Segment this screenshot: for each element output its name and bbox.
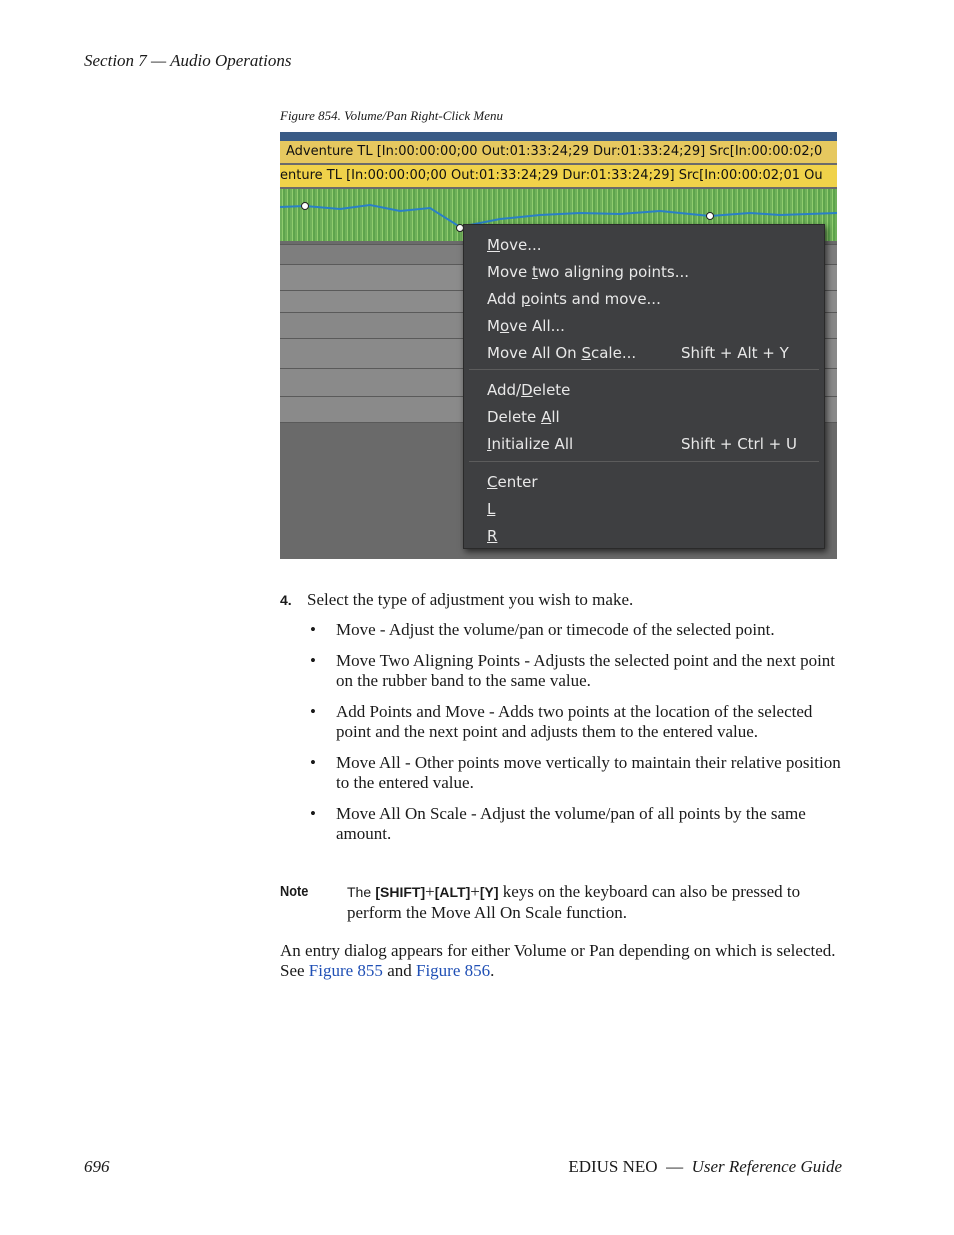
timeline-clip-row-2[interactable]: enture TL [In:00:00:00;00 Out:01:33:24;29 Dur:01:33:24;29] Src[In:00:00:02;01 Ou (280, 165, 837, 187)
list-item: • Move All - Other points move vertically to maintain their relative position to the entered value. (308, 753, 848, 794)
menu-separator (469, 369, 819, 370)
menu-item-move[interactable]: Move... (487, 236, 542, 254)
list-item: • Move All On Scale - Adjust the volume/pan of all points by the same amount. (308, 804, 848, 845)
menu-item-add-delete[interactable]: Add/Delete (487, 381, 571, 399)
list-item: • Add Points and Move - Adds two points at the location of the selected point and the next point and adjusts them to the entered value. (308, 702, 848, 743)
step-4 (280, 590, 633, 610)
list-item: • Move - Adjust the volume/pan or timecode of the selected point. (308, 620, 848, 641)
menu-item-add-points-and-move[interactable]: Add points and move... (487, 290, 661, 308)
menu-item-move-two-aligning-points[interactable]: Move two aligning points... (487, 263, 689, 281)
menu-item-delete-all[interactable]: Delete All (487, 408, 560, 426)
rubber-band-point[interactable] (302, 203, 309, 210)
menu-item-move-all-on-scale[interactable]: Move All On Scale... Shift + Alt + Y (487, 341, 817, 365)
timeline-top-bar (280, 132, 837, 141)
step-number: 4. (280, 592, 292, 608)
footer-title: EDIUS NEO — User Reference Guide (568, 1157, 842, 1176)
note-text: The [SHIFT]+[ALT]+[Y] keys on the keyboard can also be pressed to perform the Move All On Scale function. (347, 882, 801, 922)
menu-item-right[interactable]: R (487, 527, 498, 545)
menu-separator (469, 461, 819, 462)
shortcut-label: Shift + Alt + Y (681, 344, 789, 362)
volume-pan-screenshot (280, 132, 837, 559)
note-label: Note (280, 883, 309, 900)
list-item: • Move Two Aligning Points - Adjusts the selected point and the next point on the rubber band to the same value. (308, 651, 848, 692)
menu-item-center[interactable]: Center (487, 473, 538, 491)
timeline-clip-row-1[interactable]: Adventure TL [In:00:00:00;00 Out:01:33:24;29 Dur:01:33:24;29] Src[In:00:00:02;0 (280, 141, 837, 163)
rubber-band-point[interactable] (707, 213, 714, 220)
page-number: 696 (84, 1157, 110, 1176)
figure-caption: Figure 854. Volume/Pan Right-Click Menu (280, 108, 503, 123)
shortcut-label: Shift + Ctrl + U (681, 435, 797, 453)
step-text: Select the type of adjustment you wish to make. (307, 590, 634, 609)
adjustment-type-list (308, 620, 848, 855)
right-click-context-menu (463, 224, 825, 549)
menu-item-left[interactable]: L (487, 500, 496, 518)
menu-item-initialize-all[interactable]: Initialize All Shift + Ctrl + U (487, 432, 817, 456)
figure-856-link[interactable]: Figure 856 (415, 961, 491, 980)
figure-855-link[interactable]: Figure 855 (308, 961, 383, 980)
section-header: Section 7 — Audio Operations (84, 51, 292, 70)
menu-item-move-all[interactable]: Move All... (487, 317, 565, 335)
entry-dialog-paragraph: An entry dialog appears for either Volume or Pan depending on which is selected. See Figure 855 and Figure 856. (280, 941, 836, 980)
